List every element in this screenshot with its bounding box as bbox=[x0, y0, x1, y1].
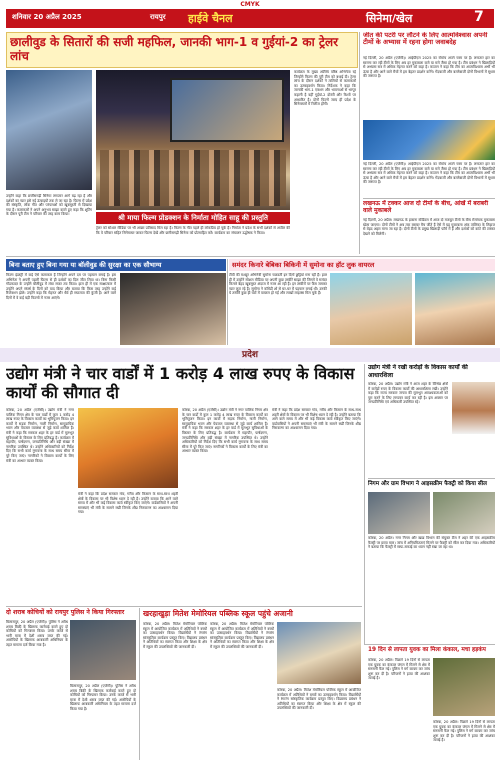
divider bbox=[363, 198, 495, 199]
pradesh-label: प्रदेश bbox=[241, 350, 259, 360]
section-name: हाईवे चैनल bbox=[188, 12, 233, 25]
issue-date: शनिवार 20 अप्रैल 2025 bbox=[12, 13, 82, 21]
actress-photo-2 bbox=[415, 273, 495, 345]
factory-photo-1 bbox=[368, 492, 430, 534]
actor-photo bbox=[120, 273, 226, 345]
minister-photo bbox=[78, 408, 178, 488]
divider bbox=[6, 606, 362, 607]
page-title: सिनेमा/खेल bbox=[366, 12, 413, 25]
color-marker-logo: CMYK bbox=[240, 1, 260, 8]
pradesh-right-body-2: कोरबा, 20 अप्रैल। नगर निगम और खाद्य विभाग की संयुक्त टीम ने शहर की एक आइसक्रीम फैक्ट्री पर छापा मारा। जांच में अनियमितताएं मिलने पर फैक्ट्री को सील कर दिया गया। अधिकारियों ने बताया कि फैक्ट्री में साफ-सफाई का ध्यान नहीं रखा जा रहा था। bbox=[368, 536, 495, 550]
bottom-left-body-2: बिलासपुर, 20 अप्रैल (एजेंसी)। पुलिस ने अवैध शराब बिक्री के खिलाफ कार्रवाई करते हुए दो कोचियों को गिरफ्तार किया। उनके कब्जे से भारी मात्रा में देशी शराब जब्त की गई। आरोपियों के खिलाफ आबकारी अधिनियम के तहत मामला दर्ज किया गया है। bbox=[70, 684, 136, 711]
divider bbox=[6, 256, 495, 257]
lead-ribbon: श्री माया फिल्म प्रोडक्शन के निर्माता मोहित साहू की प्रस्तुति bbox=[96, 212, 290, 224]
lead-body-col3: उन्होंने कहा कि छत्तीसगढ़ी सिनेमा लगातार आगे बढ़ रहा है और दर्शकों का प्यार इसे नई ऊंचाइयों तक ले जा रहा है। फिल्म में प्रदेश की संस्कृति, लोक गीत और परंपराओं को खूबसूरती से दिखाया गया है। कलाकारों ने अपने अनुभव साझा करते हुए कहा कि शूटिंग के दौरान पूरी टीम ने परिवार की तरह काम किया। bbox=[6, 194, 92, 217]
lead-body-col4: ट्रेलर को सोशल मीडिया पर भी अच्छा प्रतिसाद मिल रहा है। फिल्म के गीत पहले ही लोकप्रिय हो चुके हैं। निर्माता ने प्रदेश के सभी दर्शकों से अपील की कि वे परिवार सहित सिनेमाघर जाकर फिल्म देखें और छत्तीसगढ़ी सिनेमा को प्रोत्साहित करें। कार्यक्रम का संचालन उद्घोषक ने किया। bbox=[96, 226, 290, 235]
divider bbox=[368, 478, 495, 479]
bottom-mid-headline: खरहाखुड़ा मितेश मेमोरियल पब्लिक स्कूल पहुंचे अजानी bbox=[143, 609, 293, 618]
bottom-right-body-2: कोरबा, 20 अप्रैल। पिछले 19 दिनों से लापता एक युवक का कंकाल जंगल में मिलने से क्षेत्र में सनसनी फैल गई। पुलिस ने मर्ग कायम कर जांच शुरू कर दी है। परिजनों ने हत्या की आशंका जताई है। bbox=[433, 720, 495, 743]
pradesh-right-headline: उद्योग मंत्री ने रखी करोड़ों के विकास कार्यों की आधारशिला bbox=[368, 364, 468, 379]
school-photo bbox=[277, 622, 361, 684]
middle-right-body: टीवी की मशहूर अभिनेत्री सुमोना चक्रवर्ती इन दिनों छुट्टियां मना रही हैं। हाल ही में उन्होंने सोशल मीडिया पर अपनी कुछ तस्वीरें साझा कीं जिनमें वे समंदर किनारे बेहद खूबसूरत अंदाज में नजर आ रही हैं। इन तस्वीरों पर फैंस जमकर प्यार लुटा रहे हैं। सुमोना ने कॉमेडी शो से घर-घर में पहचान बनाई थी। उनकी ये तस्वीरें कुछ ही घंटों में वायरल हो गईं और लाखों लाइक्स मिल चुके हैं। bbox=[229, 273, 327, 296]
bottom-left-body: बिलासपुर, 20 अप्रैल (एजेंसी)। पुलिस ने अवैध शराब बिक्री के खिलाफ कार्रवाई करते हुए दो कोचियों को गिरफ्तार किया। उनके कब्जे से भारी मात्रा में देशी शराब जब्त की गई। आरोपियों के खिलाफ आबकारी अधिनियम के तहत मामला दर्ज किया गया है। bbox=[6, 620, 68, 647]
pradesh-right-headline-2: निगम और ग्राम विभाग ने आइसक्रीम फैक्ट्री को किया सील bbox=[368, 481, 487, 487]
pradesh-lead-body-col2: मंत्री ने कहा कि प्रदेश सरकार गांव, गरीब और किसान के साथ-साथ शहरी क्षेत्रों के विकास पर भी विशेष ध्यान दे रही है। उन्होंने बताया कि आने वाले समय में और भी कई विकास कार्य स्वीकृत किए जाएंगे। वार्डवासियों ने अपनी समस्याएं भी मंत्री के सामने रखीं जिनके शीघ्र निराकरण का आश्वासन दिया गया। bbox=[78, 492, 178, 515]
event-crowd bbox=[100, 150, 286, 206]
actress-photo-1 bbox=[330, 273, 412, 345]
pradesh-lead-body-col4: मंत्री ने कहा कि प्रदेश सरकार गांव, गरीब और किसान के साथ-साथ शहरी क्षेत्रों के विकास पर भी विशेष ध्यान दे रही है। उन्होंने बताया कि आने वाले समय में और भी कई विकास कार्य स्वीकृत किए जाएंगे। वार्डवासियों ने अपनी समस्याएं भी मंत्री के सामने रखीं जिनके शीघ्र निराकरण का आश्वासन दिया गया। bbox=[272, 408, 361, 431]
edition-city: रायपुर bbox=[150, 13, 166, 21]
middle-left-body: फिल्म इंडस्ट्री में कई ऐसे कलाकार हैं जिन्होंने अपने दम पर पहचान बनाई है। इस अभिनेता ने अपनी पहली फिल्म से ही दर्शकों का दिल जीत लिया था। बिना किसी गॉडफादर के उन्होंने बॉलीवुड में लंबा सफर तय किया। हाल ही में एक साक्षात्कार में उन्होंने अपने संघर्ष के दिनों को याद किया और बताया कि किस तरह उन्होंने कई रिजेक्शन झेले। उन्होंने कहा कि मेहनत और धैर्य ही सफलता की कुंजी है। आने वाले दिनों में वे कई बड़ी फिल्मों में नजर आएंगे। bbox=[6, 273, 116, 300]
sports-body-2: नई दिल्ली, 20 अप्रैल। लखनऊ के इकाना स्टेडियम में आज दो मजबूत टीमों के बीच रोमांचक मुकाबला खेला जाएगा। दोनों टीमों ने अब तक बराबर मैच जीते हैं ऐसे में यह मुकाबला अंक तालिका के लिहाज से बेहद अहम माना जा रहा है। दोनों टीमों के प्रमुख खिलाड़ी फॉर्म में हैं और दर्शकों को कांटे की टक्कर देखने को मिलेगी। bbox=[363, 218, 495, 236]
pradesh-lead-headline: उद्योग मंत्री ने चार वार्डों में 1 करोड़ 4 लाख रुपए के विकास कार्यों की सौगात दी bbox=[6, 364, 355, 402]
event-screen bbox=[170, 78, 284, 142]
police-photo bbox=[70, 620, 136, 680]
bottom-mid-body-2: कोरबा, 20 अप्रैल। मितेश मेमोरियल पब्लिक स्कूल में आयोजित कार्यक्रम में अतिथियों ने बच्चों का उत्साहवर्धन किया। विद्यार्थियों ने रंगारंग सांस्कृतिक कार्यक्रम प्रस्तुत किए। विद्यालय प्रबंधन ने अतिथियों का स्वागत किया और शिक्षा के क्षेत्र में स्कूल की उपलब्धियों की जानकारी दी। bbox=[210, 622, 274, 649]
bottom-mid-body-3: कोरबा, 20 अप्रैल। मितेश मेमोरियल पब्लिक स्कूल में आयोजित कार्यक्रम में अतिथियों ने बच्चों का उत्साहवर्धन किया। विद्यार्थियों ने रंगारंग सांस्कृतिक कार्यक्रम प्रस्तुत किए। विद्यालय प्रबंधन ने अतिथियों का स्वागत किया और शिक्षा के क्षेत्र में स्कूल की उपलब्धियों की जानकारी दी। bbox=[277, 688, 361, 711]
page-number: 7 bbox=[474, 9, 484, 25]
factory-photo-2 bbox=[433, 492, 495, 534]
sports-body-1-cont: नई दिल्ली, 20 अप्रैल (एजेंसी)। आईपीएल 2025 का रोमांच अपने चरम पर है। लगातार हार का सामना कर रही टीमों के लिए अब हर मुकाबला करो या मरो जैसा हो गया है। टीम प्रबंधन ने खिलाड़ियों से अभ्यास सत्र में अधिक मेहनत करने को कहा है। कप्तान ने कहा कि टीम का आत्मविश्वास अभी भी ऊंचा है और आने वाले मैचों में हम बेहतर प्रदर्शन करेंगे। गेंदबाजी और बल्लेबाजी दोनों विभागों में सुधार की जरूरत है। bbox=[363, 162, 495, 185]
divider bbox=[359, 32, 360, 254]
masthead bbox=[0, 0, 500, 30]
sports-photo bbox=[363, 120, 495, 160]
sports-headline-2: लखनऊ में टक्कर आज दो टीमों के बीच, आंखें में बराबरी वाले मुकाबले bbox=[363, 200, 489, 215]
lead-headline: छालीवुड के सितारों की सजी महफिल, जानकी भाग-1 व गुईयां-2 का ट्रेलर लांच bbox=[10, 35, 339, 63]
lead-body-right: कार्यक्रम के मुख्य अतिथि वरिष्ठ अभिनेता रहे जिन्होंने फिल्म की पूरी टीम को बधाई दी। ट्रेलर लांच के दौरान दर्शकों ने तालियों से कलाकारों का उत्साहवर्धन किया। निर्देशक ने कहा कि जानकी भाग-1 एक्शन और भावनाओं से भरपूर कहानी है वहीं गुईयां-2 दोस्ती और रिश्तों पर आधारित है। दोनों फिल्में जल्द ही प्रदेश के सिनेमाघरों में रिलीज होंगी। bbox=[294, 70, 356, 107]
divider bbox=[364, 364, 365, 644]
pradesh-right-body: कोरबा, 20 अप्रैल। उद्योग मंत्री ने आज शहर के विभिन्न क्षेत्रों में करोड़ों रुपए के विकास कार्यों की आधारशिला रखी। उन्होंने कहा कि राज्य सरकार जनता की मूलभूत आवश्यकताओं को पूरा करने के लिए लगातार कार्य कर रही है। इस अवसर पर जनप्रतिनिधि एवं अधिकारी उपस्थित रहे। bbox=[368, 382, 448, 405]
sports-headline-1: जीत की पटरी पर लौटने के लिए आत्मविश्वास अपनी टीमों के अभ्यास में रहना होगा जवाबदेह bbox=[363, 32, 488, 47]
divider bbox=[139, 608, 140, 760]
bottom-mid-body: कोरबा, 20 अप्रैल। मितेश मेमोरियल पब्लिक स्कूल में आयोजित कार्यक्रम में अतिथियों ने बच्चों का उत्साहवर्धन किया। विद्यार्थियों ने रंगारंग सांस्कृतिक कार्यक्रम प्रस्तुत किए। विद्यालय प्रबंधन ने अतिथियों का स्वागत किया और शिक्षा के क्षेत्र में स्कूल की उपलब्धियों की जानकारी दी। bbox=[143, 622, 207, 649]
bottom-left-headline: दो शराब कोचियों को रायपुर पुलिस ने किया गिरफ्तार bbox=[6, 609, 125, 616]
divider bbox=[364, 644, 495, 645]
pradesh-lead-body-col3: कोरबा, 20 अप्रैल (एजेंसी)। उद्योग मंत्री ने नगर पालिक निगम क्षेत्र के चार वार्डों में कुल 1 करोड़ 4 लाख रुपए के विकास कार्यों का भूमिपूजन किया। इन कार्यों में सड़क निर्माण, नाली निर्माण, सामुदायिक भवन और पेयजल व्यवस्था से जुड़े कार्य शामिल हैं। मंत्री ने कहा कि सरकार शहर के हर वार्ड में मूलभूत सुविधाओं के विस्तार के लिए प्रतिबद्ध है। कार्यक्रम में महापौर, पार्षदगण, जनप्रतिनिधि और बड़ी संख्या में नागरिक उपस्थित थे। उन्होंने अधिकारियों को निर्देश दिए कि सभी कार्य गुणवत्ता के साथ समय सीमा में पूरे किए जाएं। नागरिकों ने विकास कार्यों के लिए मंत्री का आभार व्यक्त किया। bbox=[182, 408, 268, 454]
sports-body-1: नई दिल्ली, 20 अप्रैल (एजेंसी)। आईपीएल 2025 का रोमांच अपने चरम पर है। लगातार हार का सामना कर रही टीमों के लिए अब हर मुकाबला करो या मरो जैसा हो गया है। टीम प्रबंधन ने खिलाड़ियों से अभ्यास सत्र में अधिक मेहनत करने को कहा है। कप्तान ने कहा कि टीम का आत्मविश्वास अभी भी ऊंचा है और आने वाले मैचों में हम बेहतर प्रदर्शन करेंगे। गेंदबाजी और बल्लेबाजी दोनों विभागों में सुधार की जरूरत है। bbox=[363, 56, 495, 79]
minister-portrait bbox=[452, 382, 495, 434]
skeleton-site-photo bbox=[433, 658, 495, 716]
lead-photo bbox=[6, 70, 92, 190]
pradesh-lead-body-col1: कोरबा, 20 अप्रैल (एजेंसी)। उद्योग मंत्री ने नगर पालिक निगम क्षेत्र के चार वार्डों में कुल 1 करोड़ 4 लाख रुपए के विकास कार्यों का भूमिपूजन किया। इन कार्यों में सड़क निर्माण, नाली निर्माण, सामुदायिक भवन और पेयजल व्यवस्था से जुड़े कार्य शामिल हैं। मंत्री ने कहा कि सरकार शहर के हर वार्ड में मूलभूत सुविधाओं के विस्तार के लिए प्रतिबद्ध है। कार्यक्रम में महापौर, पार्षदगण, जनप्रतिनिधि और बड़ी संख्या में नागरिक उपस्थित थे। उन्होंने अधिकारियों को निर्देश दिए कि सभी कार्य गुणवत्ता के साथ समय सीमा में पूरे किए जाएं। नागरिकों ने विकास कार्यों के लिए मंत्री का आभार व्यक्त किया। bbox=[6, 408, 74, 463]
bottom-right-headline: 19 दिन से लापता युवक का मिला कंकाल, मचा हड़कंप bbox=[368, 647, 486, 653]
bottom-right-body: कोरबा, 20 अप्रैल। पिछले 19 दिनों से लापता एक युवक का कंकाल जंगल में मिलने से क्षेत्र में सनसनी फैल गई। पुलिस ने मर्ग कायम कर जांच शुरू कर दी है। परिजनों ने हत्या की आशंका जताई है। bbox=[368, 658, 430, 681]
divider bbox=[227, 259, 228, 345]
middle-left-headline: बिना बताए हुए बिना गया या बॉलीवुड की सुरक्षा का एक सौभाग्य bbox=[9, 261, 162, 269]
middle-right-headline: समंदर किनारे बेबिका बिकिनी में सुमोना का हॉट लुक वायरल bbox=[232, 261, 375, 269]
